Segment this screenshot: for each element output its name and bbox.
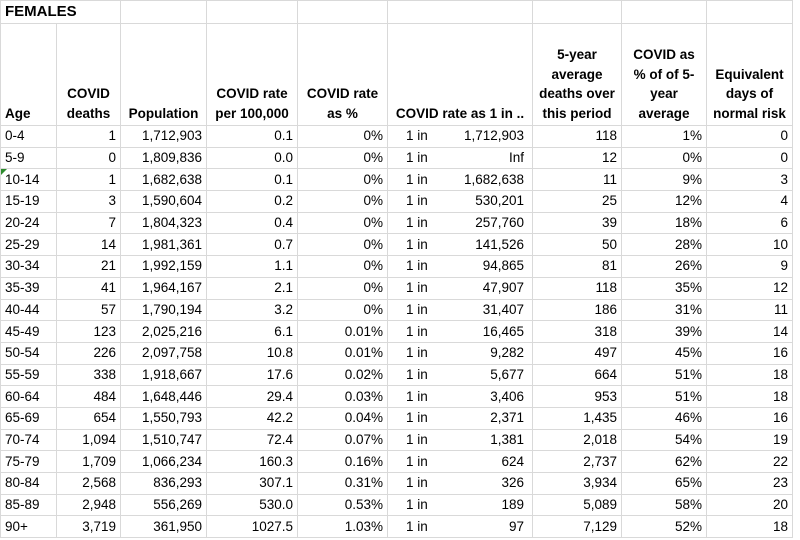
deaths-cell[interactable]: 57 [57, 299, 121, 321]
sheet-title[interactable]: FEMALES [1, 1, 121, 24]
equiv-days-cell[interactable]: 12 [707, 277, 793, 299]
five-year-avg-cell[interactable]: 3,934 [533, 473, 622, 495]
five-year-avg-cell[interactable]: 118 [533, 126, 622, 148]
equiv-days-cell[interactable]: 11 [707, 299, 793, 321]
rate-1in-cell[interactable] [388, 212, 533, 234]
deaths-cell[interactable]: 3 [57, 191, 121, 213]
rate-100k-cell[interactable]: 0.1 [207, 126, 298, 148]
header-row [1, 24, 793, 126]
rate-pct-cell[interactable]: 0.53% [298, 494, 388, 516]
one-in-label: 1 in [406, 497, 428, 513]
one-in-label: 1 in [406, 453, 428, 469]
one-in-label: 1 in [406, 323, 428, 339]
age-cell[interactable]: 0-4 [1, 126, 57, 148]
rate-100k-cell[interactable]: 0.2 [207, 191, 298, 213]
five-year-avg-cell[interactable]: 497 [533, 342, 622, 364]
age-cell[interactable]: 80-84 [1, 473, 57, 495]
rate-pct-cell[interactable]: 0% [298, 191, 388, 213]
one-in-label: 1 in [406, 150, 428, 166]
equiv-days-cell[interactable]: 4 [707, 191, 793, 213]
one-in-value: 5,677 [490, 366, 525, 382]
covid-pct-avg-cell[interactable]: 51% [622, 386, 707, 408]
table-row [1, 277, 793, 299]
deaths-cell[interactable]: 3,719 [57, 516, 121, 538]
rate-pct-cell[interactable]: 0% [298, 212, 388, 234]
one-in-value: 1,381 [490, 431, 525, 447]
age-cell[interactable]: 90+ [1, 516, 57, 538]
covid-pct-avg-cell[interactable]: 28% [622, 234, 707, 256]
equiv-days-cell[interactable]: 18 [707, 516, 793, 538]
header-rate-1in[interactable]: COVID rate as 1 in .. [388, 24, 533, 126]
deaths-cell[interactable]: 226 [57, 342, 121, 364]
covid-pct-avg-cell[interactable]: 12% [622, 191, 707, 213]
five-year-avg-cell[interactable]: 953 [533, 386, 622, 408]
table-row [1, 212, 793, 234]
one-in-label: 1 in [406, 171, 428, 187]
equiv-days-cell[interactable]: 18 [707, 386, 793, 408]
one-in-label: 1 in [406, 128, 428, 144]
header-five-year-avg[interactable]: 5-year average deaths over this period [533, 24, 622, 126]
population-cell[interactable]: 1,550,793 [121, 407, 207, 429]
rate-1in-cell[interactable] [388, 473, 533, 495]
one-in-value: 1,682,638 [463, 171, 525, 187]
one-in-value: 624 [501, 453, 525, 469]
rate-1in-cell[interactable] [388, 494, 533, 516]
rate-100k-cell[interactable]: 10.8 [207, 342, 298, 364]
rate-pct-cell[interactable]: 0% [298, 234, 388, 256]
population-cell[interactable]: 1,992,159 [121, 256, 207, 278]
rate-pct-cell[interactable]: 0% [298, 126, 388, 148]
covid-pct-avg-cell[interactable]: 9% [622, 169, 707, 191]
empty-cell[interactable] [533, 1, 622, 24]
rate-1in-cell[interactable] [388, 342, 533, 364]
rate-pct-cell[interactable]: 0% [298, 299, 388, 321]
table-row [1, 169, 793, 191]
one-in-value: 97 [508, 518, 525, 534]
one-in-value: 3,406 [490, 388, 525, 404]
table-row [1, 342, 793, 364]
covid-pct-avg-cell[interactable]: 18% [622, 212, 707, 234]
deaths-cell[interactable]: 1,094 [57, 429, 121, 451]
age-cell[interactable]: 25-29 [1, 234, 57, 256]
equiv-days-cell[interactable]: 23 [707, 473, 793, 495]
empty-cell[interactable] [388, 1, 533, 24]
equiv-days-cell[interactable]: 10 [707, 234, 793, 256]
equiv-days-cell[interactable]: 20 [707, 494, 793, 516]
header-rate-100k[interactable]: COVID rate per 100,000 [207, 24, 298, 126]
age-cell[interactable]: 15-19 [1, 191, 57, 213]
rate-pct-cell[interactable]: 0.31% [298, 473, 388, 495]
table-row [1, 473, 793, 495]
one-in-label: 1 in [406, 475, 428, 491]
deaths-cell[interactable]: 338 [57, 364, 121, 386]
one-in-value: 530,201 [475, 193, 525, 209]
population-cell[interactable]: 556,269 [121, 494, 207, 516]
population-cell[interactable]: 1,648,446 [121, 386, 207, 408]
five-year-avg-cell[interactable]: 318 [533, 321, 622, 343]
one-in-label: 1 in [406, 258, 428, 274]
one-in-label: 1 in [406, 388, 428, 404]
age-cell[interactable]: 75-79 [1, 451, 57, 473]
equiv-days-cell[interactable]: 22 [707, 451, 793, 473]
population-cell[interactable]: 361,950 [121, 516, 207, 538]
rate-100k-cell[interactable]: 1.1 [207, 256, 298, 278]
five-year-avg-cell[interactable]: 2,737 [533, 451, 622, 473]
five-year-avg-cell[interactable]: 50 [533, 234, 622, 256]
age-cell[interactable]: 60-64 [1, 386, 57, 408]
rate-pct-cell[interactable]: 0.03% [298, 386, 388, 408]
rate-1in-cell[interactable] [388, 191, 533, 213]
empty-cell[interactable] [707, 1, 793, 24]
rate-100k-cell[interactable]: 307.1 [207, 473, 298, 495]
rate-pct-cell[interactable]: 0.02% [298, 364, 388, 386]
rate-1in-cell[interactable] [388, 516, 533, 538]
rate-100k-cell[interactable]: 0.0 [207, 147, 298, 169]
table-row [1, 126, 793, 148]
population-cell[interactable]: 1,964,167 [121, 277, 207, 299]
population-cell[interactable]: 1,682,638 [121, 169, 207, 191]
table-row [1, 407, 793, 429]
equiv-days-cell[interactable]: 3 [707, 169, 793, 191]
rate-pct-cell[interactable]: 0.16% [298, 451, 388, 473]
rate-100k-cell[interactable]: 17.6 [207, 364, 298, 386]
equiv-days-cell[interactable]: 6 [707, 212, 793, 234]
rate-100k-cell[interactable]: 29.4 [207, 386, 298, 408]
one-in-value: Inf [509, 150, 525, 166]
covid-pct-avg-cell[interactable]: 1% [622, 126, 707, 148]
age-cell[interactable]: 55-59 [1, 364, 57, 386]
population-cell[interactable]: 1,918,667 [121, 364, 207, 386]
rate-pct-cell[interactable]: 0.01% [298, 342, 388, 364]
population-cell[interactable]: 1,066,234 [121, 451, 207, 473]
population-cell[interactable]: 1,510,747 [121, 429, 207, 451]
rate-100k-cell[interactable]: 530.0 [207, 494, 298, 516]
five-year-avg-cell[interactable]: 664 [533, 364, 622, 386]
table-row [1, 321, 793, 343]
population-cell[interactable]: 1,712,903 [121, 126, 207, 148]
age-cell[interactable]: 85-89 [1, 494, 57, 516]
covid-pct-avg-cell[interactable]: 39% [622, 321, 707, 343]
one-in-value: 257,760 [475, 215, 525, 231]
deaths-cell[interactable]: 654 [57, 407, 121, 429]
rate-1in-cell[interactable] [388, 126, 533, 148]
equiv-days-cell[interactable]: 14 [707, 321, 793, 343]
five-year-avg-cell[interactable]: 12 [533, 147, 622, 169]
five-year-avg-cell[interactable]: 2,018 [533, 429, 622, 451]
rate-1in-cell[interactable] [388, 407, 533, 429]
five-year-avg-cell[interactable]: 39 [533, 212, 622, 234]
table-row [1, 494, 793, 516]
equiv-days-cell[interactable]: 16 [707, 407, 793, 429]
empty-cell[interactable] [622, 1, 707, 24]
header-rate-pct[interactable]: COVID rate as % [298, 24, 388, 126]
age-cell[interactable]: 65-69 [1, 407, 57, 429]
table-row [1, 256, 793, 278]
population-cell[interactable]: 1,790,194 [121, 299, 207, 321]
header-equiv-days[interactable]: Equivalent days of normal risk [707, 24, 793, 126]
equiv-days-cell[interactable]: 9 [707, 256, 793, 278]
age-cell[interactable]: 20-24 [1, 212, 57, 234]
rate-100k-cell[interactable]: 0.4 [207, 212, 298, 234]
rate-100k-cell[interactable]: 6.1 [207, 321, 298, 343]
rate-pct-cell[interactable]: 0% [298, 169, 388, 191]
rate-100k-cell[interactable]: 72.4 [207, 429, 298, 451]
table-row [1, 364, 793, 386]
rate-1in-cell[interactable] [388, 169, 533, 191]
table-row [1, 516, 793, 538]
deaths-cell[interactable]: 7 [57, 212, 121, 234]
one-in-value: 2,371 [490, 410, 525, 426]
population-cell[interactable]: 2,025,216 [121, 321, 207, 343]
one-in-value: 189 [501, 497, 525, 513]
population-cell[interactable]: 836,293 [121, 473, 207, 495]
rate-100k-cell[interactable]: 0.7 [207, 234, 298, 256]
rate-100k-cell[interactable]: 0.1 [207, 169, 298, 191]
table-row [1, 386, 793, 408]
rate-1in-cell[interactable] [388, 321, 533, 343]
one-in-label: 1 in [406, 345, 428, 361]
rate-1in-cell[interactable] [388, 277, 533, 299]
rate-pct-cell[interactable]: 0% [298, 277, 388, 299]
population-cell[interactable]: 2,097,758 [121, 342, 207, 364]
header-population[interactable]: Population [121, 24, 207, 126]
rate-pct-cell[interactable]: 0% [298, 256, 388, 278]
covid-pct-avg-cell[interactable]: 26% [622, 256, 707, 278]
deaths-cell[interactable]: 1,709 [57, 451, 121, 473]
five-year-avg-cell[interactable]: 5,089 [533, 494, 622, 516]
rate-pct-cell[interactable]: 0% [298, 147, 388, 169]
rate-1in-cell[interactable] [388, 234, 533, 256]
header-age[interactable]: Age [1, 24, 57, 126]
equiv-days-cell[interactable]: 19 [707, 429, 793, 451]
population-cell[interactable]: 1,809,836 [121, 147, 207, 169]
age-cell[interactable]: 70-74 [1, 429, 57, 451]
empty-cell[interactable] [121, 1, 207, 24]
equiv-days-cell[interactable]: 0 [707, 126, 793, 148]
covid-pct-avg-cell[interactable]: 46% [622, 407, 707, 429]
equiv-days-cell[interactable]: 0 [707, 147, 793, 169]
five-year-avg-cell[interactable]: 7,129 [533, 516, 622, 538]
deaths-cell[interactable]: 41 [57, 277, 121, 299]
age-cell[interactable]: 50-54 [1, 342, 57, 364]
population-cell[interactable]: 1,981,361 [121, 234, 207, 256]
age-cell[interactable]: 40-44 [1, 299, 57, 321]
one-in-value: 141,526 [475, 236, 525, 252]
deaths-cell[interactable]: 14 [57, 234, 121, 256]
empty-cell[interactable] [298, 1, 388, 24]
five-year-avg-cell[interactable]: 1,435 [533, 407, 622, 429]
one-in-label: 1 in [406, 431, 428, 447]
rate-100k-cell[interactable]: 3.2 [207, 299, 298, 321]
rate-1in-cell[interactable] [388, 386, 533, 408]
empty-cell[interactable] [207, 1, 298, 24]
rate-pct-cell[interactable]: 0.07% [298, 429, 388, 451]
deaths-cell[interactable]: 2,568 [57, 473, 121, 495]
rate-1in-cell[interactable] [388, 451, 533, 473]
one-in-label: 1 in [406, 215, 428, 231]
table-row [1, 429, 793, 451]
rate-1in-cell[interactable] [388, 364, 533, 386]
covid-pct-avg-cell[interactable]: 35% [622, 277, 707, 299]
one-in-label: 1 in [406, 236, 428, 252]
one-in-value: 47,907 [482, 280, 525, 296]
covid-pct-avg-cell[interactable]: 0% [622, 147, 707, 169]
covid-pct-avg-cell[interactable]: 54% [622, 429, 707, 451]
five-year-avg-cell[interactable]: 186 [533, 299, 622, 321]
header-covid-deaths[interactable]: COVID deaths [57, 24, 121, 126]
deaths-cell[interactable]: 0 [57, 147, 121, 169]
age-cell[interactable]: 5-9 [1, 147, 57, 169]
population-cell[interactable]: 1,590,604 [121, 191, 207, 213]
rate-1in-cell[interactable] [388, 147, 533, 169]
one-in-label: 1 in [406, 366, 428, 382]
age-cell[interactable]: 45-49 [1, 321, 57, 343]
five-year-avg-cell[interactable]: 25 [533, 191, 622, 213]
age-cell[interactable]: 35-39 [1, 277, 57, 299]
rate-pct-cell[interactable]: 1.03% [298, 516, 388, 538]
rate-pct-cell[interactable]: 0.04% [298, 407, 388, 429]
header-covid-pct-avg[interactable]: COVID as % of of 5-year average [622, 24, 707, 126]
table-row [1, 191, 793, 213]
rate-100k-cell[interactable]: 160.3 [207, 451, 298, 473]
equiv-days-cell[interactable]: 18 [707, 364, 793, 386]
one-in-value: 1,712,903 [463, 128, 525, 144]
covid-pct-avg-cell[interactable]: 31% [622, 299, 707, 321]
table-row [1, 147, 793, 169]
one-in-value: 94,865 [482, 258, 525, 274]
one-in-value: 326 [501, 475, 525, 491]
rate-pct-cell[interactable]: 0.01% [298, 321, 388, 343]
deaths-cell[interactable]: 21 [57, 256, 121, 278]
deaths-cell[interactable]: 1 [57, 126, 121, 148]
one-in-label: 1 in [406, 410, 428, 426]
five-year-avg-cell[interactable]: 118 [533, 277, 622, 299]
population-cell[interactable]: 1,804,323 [121, 212, 207, 234]
covid-pct-avg-cell[interactable]: 52% [622, 516, 707, 538]
deaths-cell[interactable]: 484 [57, 386, 121, 408]
equiv-days-cell[interactable]: 16 [707, 342, 793, 364]
rate-1in-cell[interactable] [388, 256, 533, 278]
covid-pct-avg-cell[interactable]: 58% [622, 494, 707, 516]
rate-100k-cell[interactable]: 2.1 [207, 277, 298, 299]
one-in-label: 1 in [406, 518, 428, 534]
rate-100k-cell[interactable]: 42.2 [207, 407, 298, 429]
rate-1in-cell[interactable] [388, 299, 533, 321]
covid-pct-avg-cell[interactable]: 62% [622, 451, 707, 473]
covid-pct-avg-cell[interactable]: 65% [622, 473, 707, 495]
one-in-value: 9,282 [490, 345, 525, 361]
deaths-cell[interactable]: 1 [57, 169, 121, 191]
table-row [1, 299, 793, 321]
table-row [1, 234, 793, 256]
covid-pct-avg-cell[interactable]: 51% [622, 364, 707, 386]
five-year-avg-cell[interactable]: 81 [533, 256, 622, 278]
five-year-avg-cell[interactable]: 11 [533, 169, 622, 191]
one-in-value: 31,407 [482, 301, 525, 317]
age-cell[interactable]: 10-14 [1, 169, 57, 191]
one-in-label: 1 in [406, 193, 428, 209]
one-in-value: 16,465 [482, 323, 525, 339]
table-row [1, 451, 793, 473]
rate-100k-cell[interactable]: 1027.5 [207, 516, 298, 538]
rate-1in-cell[interactable] [388, 429, 533, 451]
title-row [1, 1, 793, 24]
age-cell[interactable]: 30-34 [1, 256, 57, 278]
one-in-label: 1 in [406, 280, 428, 296]
one-in-label: 1 in [406, 301, 428, 317]
deaths-cell[interactable]: 2,948 [57, 494, 121, 516]
deaths-cell[interactable]: 123 [57, 321, 121, 343]
covid-pct-avg-cell[interactable]: 45% [622, 342, 707, 364]
